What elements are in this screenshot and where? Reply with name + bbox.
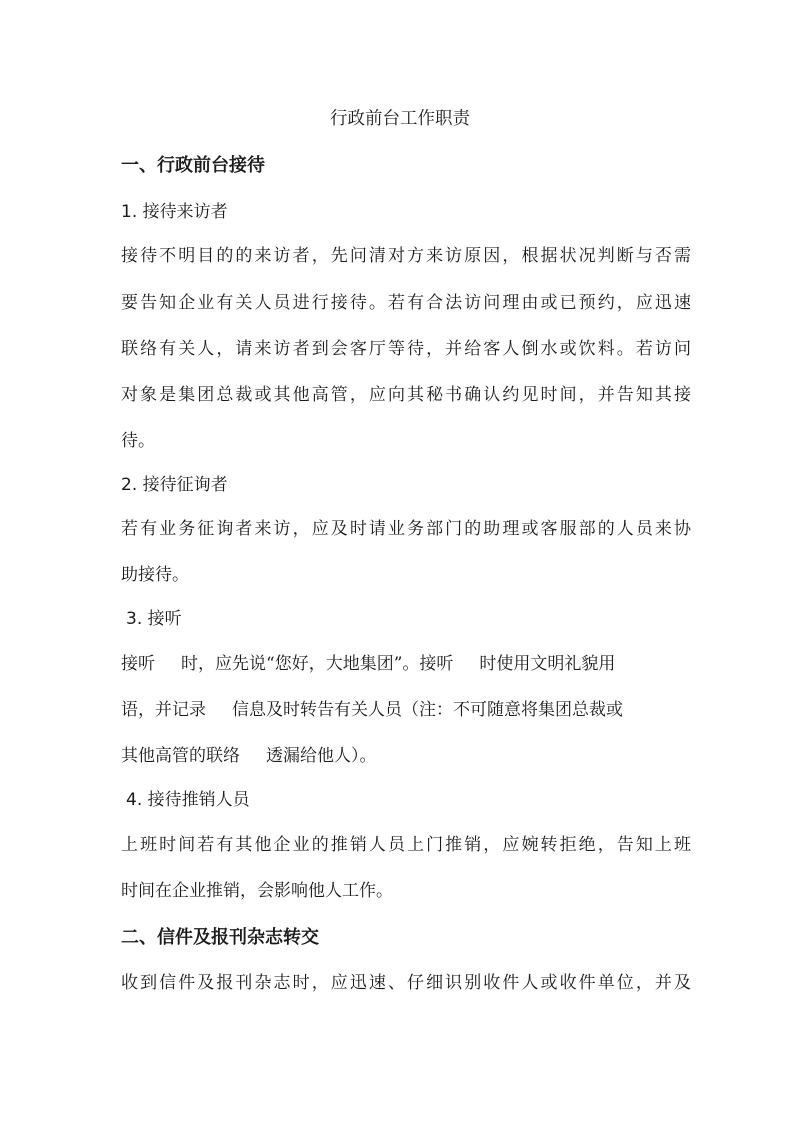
- paragraph-line: [121, 699, 691, 721]
- text-segment: 其他高管的联络: [121, 746, 240, 766]
- subheading-phone: 3. 接听: [126, 609, 182, 629]
- text-segment: 接听: [121, 654, 155, 674]
- text-segment: 时使用文明礼貌用: [479, 654, 616, 674]
- paragraph-line: [121, 653, 691, 675]
- paragraph-line: [121, 745, 691, 767]
- subheading-visitors: 1. 接待来访者: [121, 202, 228, 222]
- text-segment: 透漏给他人）。: [266, 746, 377, 766]
- paragraph-line: 联络有关人，请来访者到会客厅等待，并给客人倒水或饮料。若访问: [121, 339, 691, 359]
- paragraph-line: 要告知企业有关人员进行接待。若有合法访问理由或已预约，应迅速: [121, 293, 691, 313]
- paragraph-line: 时间在企业推销，会影响他人工作。: [121, 881, 393, 901]
- paragraph-line: 收到信件及报刊杂志时，应迅速、仔细识别收件人或收件单位，并及: [121, 973, 691, 993]
- subheading-inquirers: 2. 接待征询者: [121, 475, 228, 495]
- subheading-salespeople: 4. 接待推销人员: [126, 790, 250, 810]
- text-segment: 信息及时转告有关人员（注：不可随意将集团总裁或: [232, 700, 623, 720]
- section-heading-reception: 一、行政前台接待: [121, 155, 265, 176]
- section-heading-mail: 二、信件及报刊杂志转交: [121, 927, 319, 948]
- text-segment: 语，并记录: [121, 700, 206, 720]
- paragraph-line: 助接待。: [121, 565, 189, 585]
- text-segment: 时，应先说“您好，大地集团”。接听: [181, 654, 454, 674]
- paragraph-line: 对象是集团总裁或其他高管，应向其秘书确认约见时间，并告知其接: [121, 385, 691, 405]
- paragraph-line: 上班时间若有其他企业的推销人员上门推销，应婉转拒绝，告知上班: [121, 835, 691, 855]
- paragraph-line: 接待不明目的的来访者，先问清对方来访原因，根据状况判断与否需: [121, 246, 691, 266]
- paragraph-line: 若有业务征询者来访，应及时请业务部门的助理或客服部的人员来协: [121, 519, 691, 539]
- document-title: 行政前台工作职责: [330, 109, 470, 129]
- paragraph-line: 待。: [121, 431, 155, 451]
